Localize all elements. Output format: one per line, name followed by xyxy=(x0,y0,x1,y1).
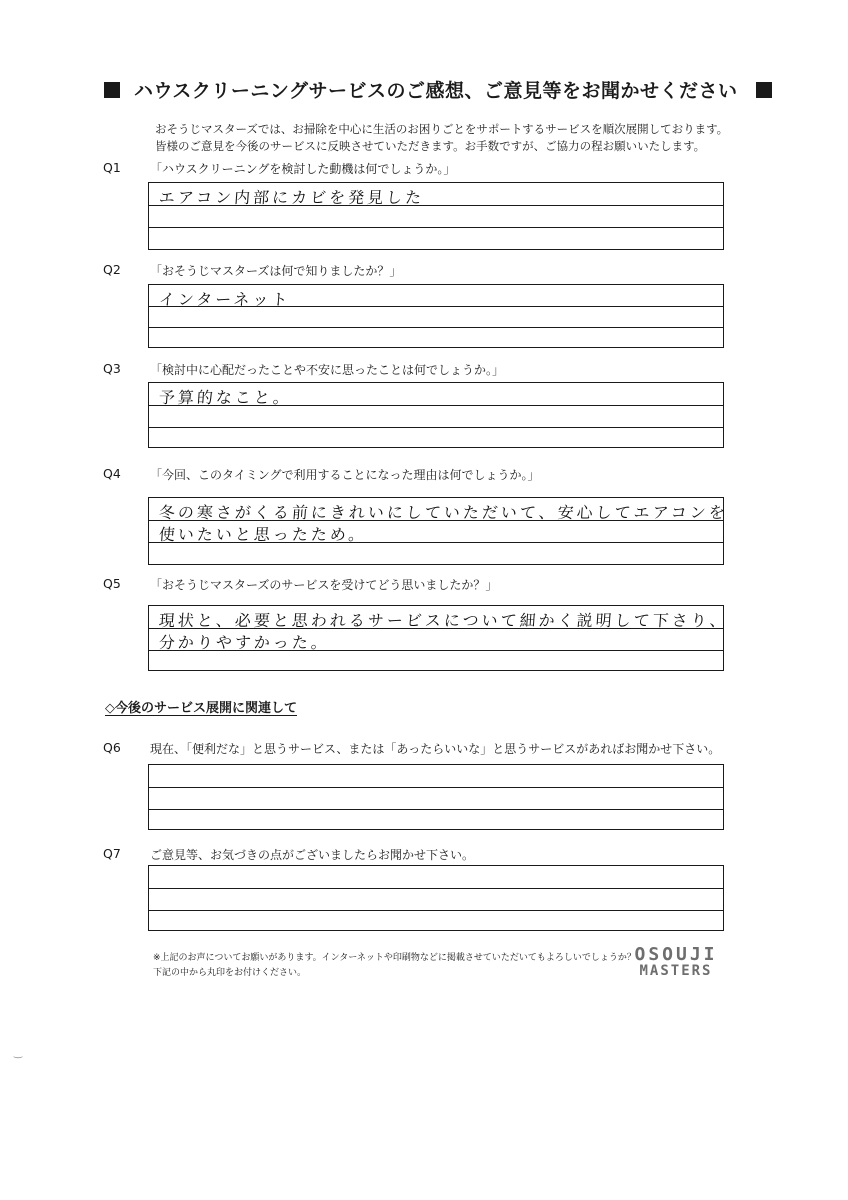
question-text: 「おそうじマスターズは何で知りましたか？」 xyxy=(150,264,402,278)
question-number: Q4 xyxy=(103,466,121,481)
square-bullet-icon xyxy=(756,82,772,98)
question-number: Q3 xyxy=(103,361,121,376)
consent-note-line-1: ※上記のお声についてお願いがあります。インターネットや印刷物などに掲載させていただいてもよろしいでしょうか？ xyxy=(153,953,636,963)
question-text: 「ハウスクリーニングを検討した動機は何でしょうか。」 xyxy=(150,162,456,176)
answer-box[interactable] xyxy=(148,865,724,931)
square-bullet-icon xyxy=(104,82,120,98)
question-number: Q1 xyxy=(103,160,121,175)
answer-line: エアコン内部にカビを発見した xyxy=(158,188,425,207)
logo-line-2: MASTERS xyxy=(639,963,713,979)
answer-box[interactable] xyxy=(148,182,724,250)
osouji-masters-logo xyxy=(622,946,730,986)
question-number: Q7 xyxy=(103,846,121,861)
title-text: ハウスクリーニングサービスのご感想、ご意見等をお聞かせください xyxy=(134,80,738,102)
logo-line-1: OSOUJI xyxy=(634,944,718,965)
answer-box[interactable] xyxy=(148,497,729,565)
answer-box[interactable] xyxy=(148,382,724,448)
answer-line: 冬の寒さがくる前にきれいにしていただいて、安心してエアコンを xyxy=(158,503,729,522)
question-number: Q5 xyxy=(103,576,121,591)
question-number: Q6 xyxy=(103,740,121,755)
scan-mark: ‿ xyxy=(14,1048,23,1059)
question-text: ご意見等、お気づきの点がございましたらお聞かせ下さい。 xyxy=(150,848,475,862)
intro-line-2: 皆様のご意見を今後のサービスに反映させていただきます。お手数ですが、ご協力の程お願いいたします。 xyxy=(155,139,706,153)
answer-line: 使いたいと思ったため。 xyxy=(158,525,368,544)
answer-box[interactable] xyxy=(148,284,724,348)
section-heading: ◇今後のサービス展開に関連して xyxy=(105,701,297,716)
answer-box[interactable] xyxy=(148,764,724,830)
consent-note-line-2: 下記の中から丸印をお付けください。 xyxy=(153,968,307,978)
question-number: Q2 xyxy=(103,262,121,277)
question-text: 「今回、このタイミングで利用することになった理由は何でしょうか。」 xyxy=(150,468,540,482)
question-text: 「おそうじマスターズのサービスを受けてどう思いましたか？」 xyxy=(150,578,498,592)
intro-line-1: おそうじマスターズでは、お掃除を中心に生活のお困りごとをサポートするサービスを順次展開しております。 xyxy=(155,122,729,136)
answer-line: インターネット xyxy=(158,290,292,309)
answer-line: 現状と、必要と思われるサービスについて細かく説明して下さり、 xyxy=(158,611,730,630)
answer-box[interactable] xyxy=(148,605,730,671)
answer-line: 分かりやすかった。 xyxy=(158,633,331,652)
question-text: 現在、「便利だな」と思うサービス、または「あったらいいな」と思うサービスがあればお聞かせ下さい。 xyxy=(150,742,721,756)
question-text: 「検討中に心配だったことや不安に思ったことは何でしょうか。」 xyxy=(150,363,505,377)
page-title xyxy=(104,76,794,106)
answer-line: 予算的なこと。 xyxy=(158,388,293,407)
